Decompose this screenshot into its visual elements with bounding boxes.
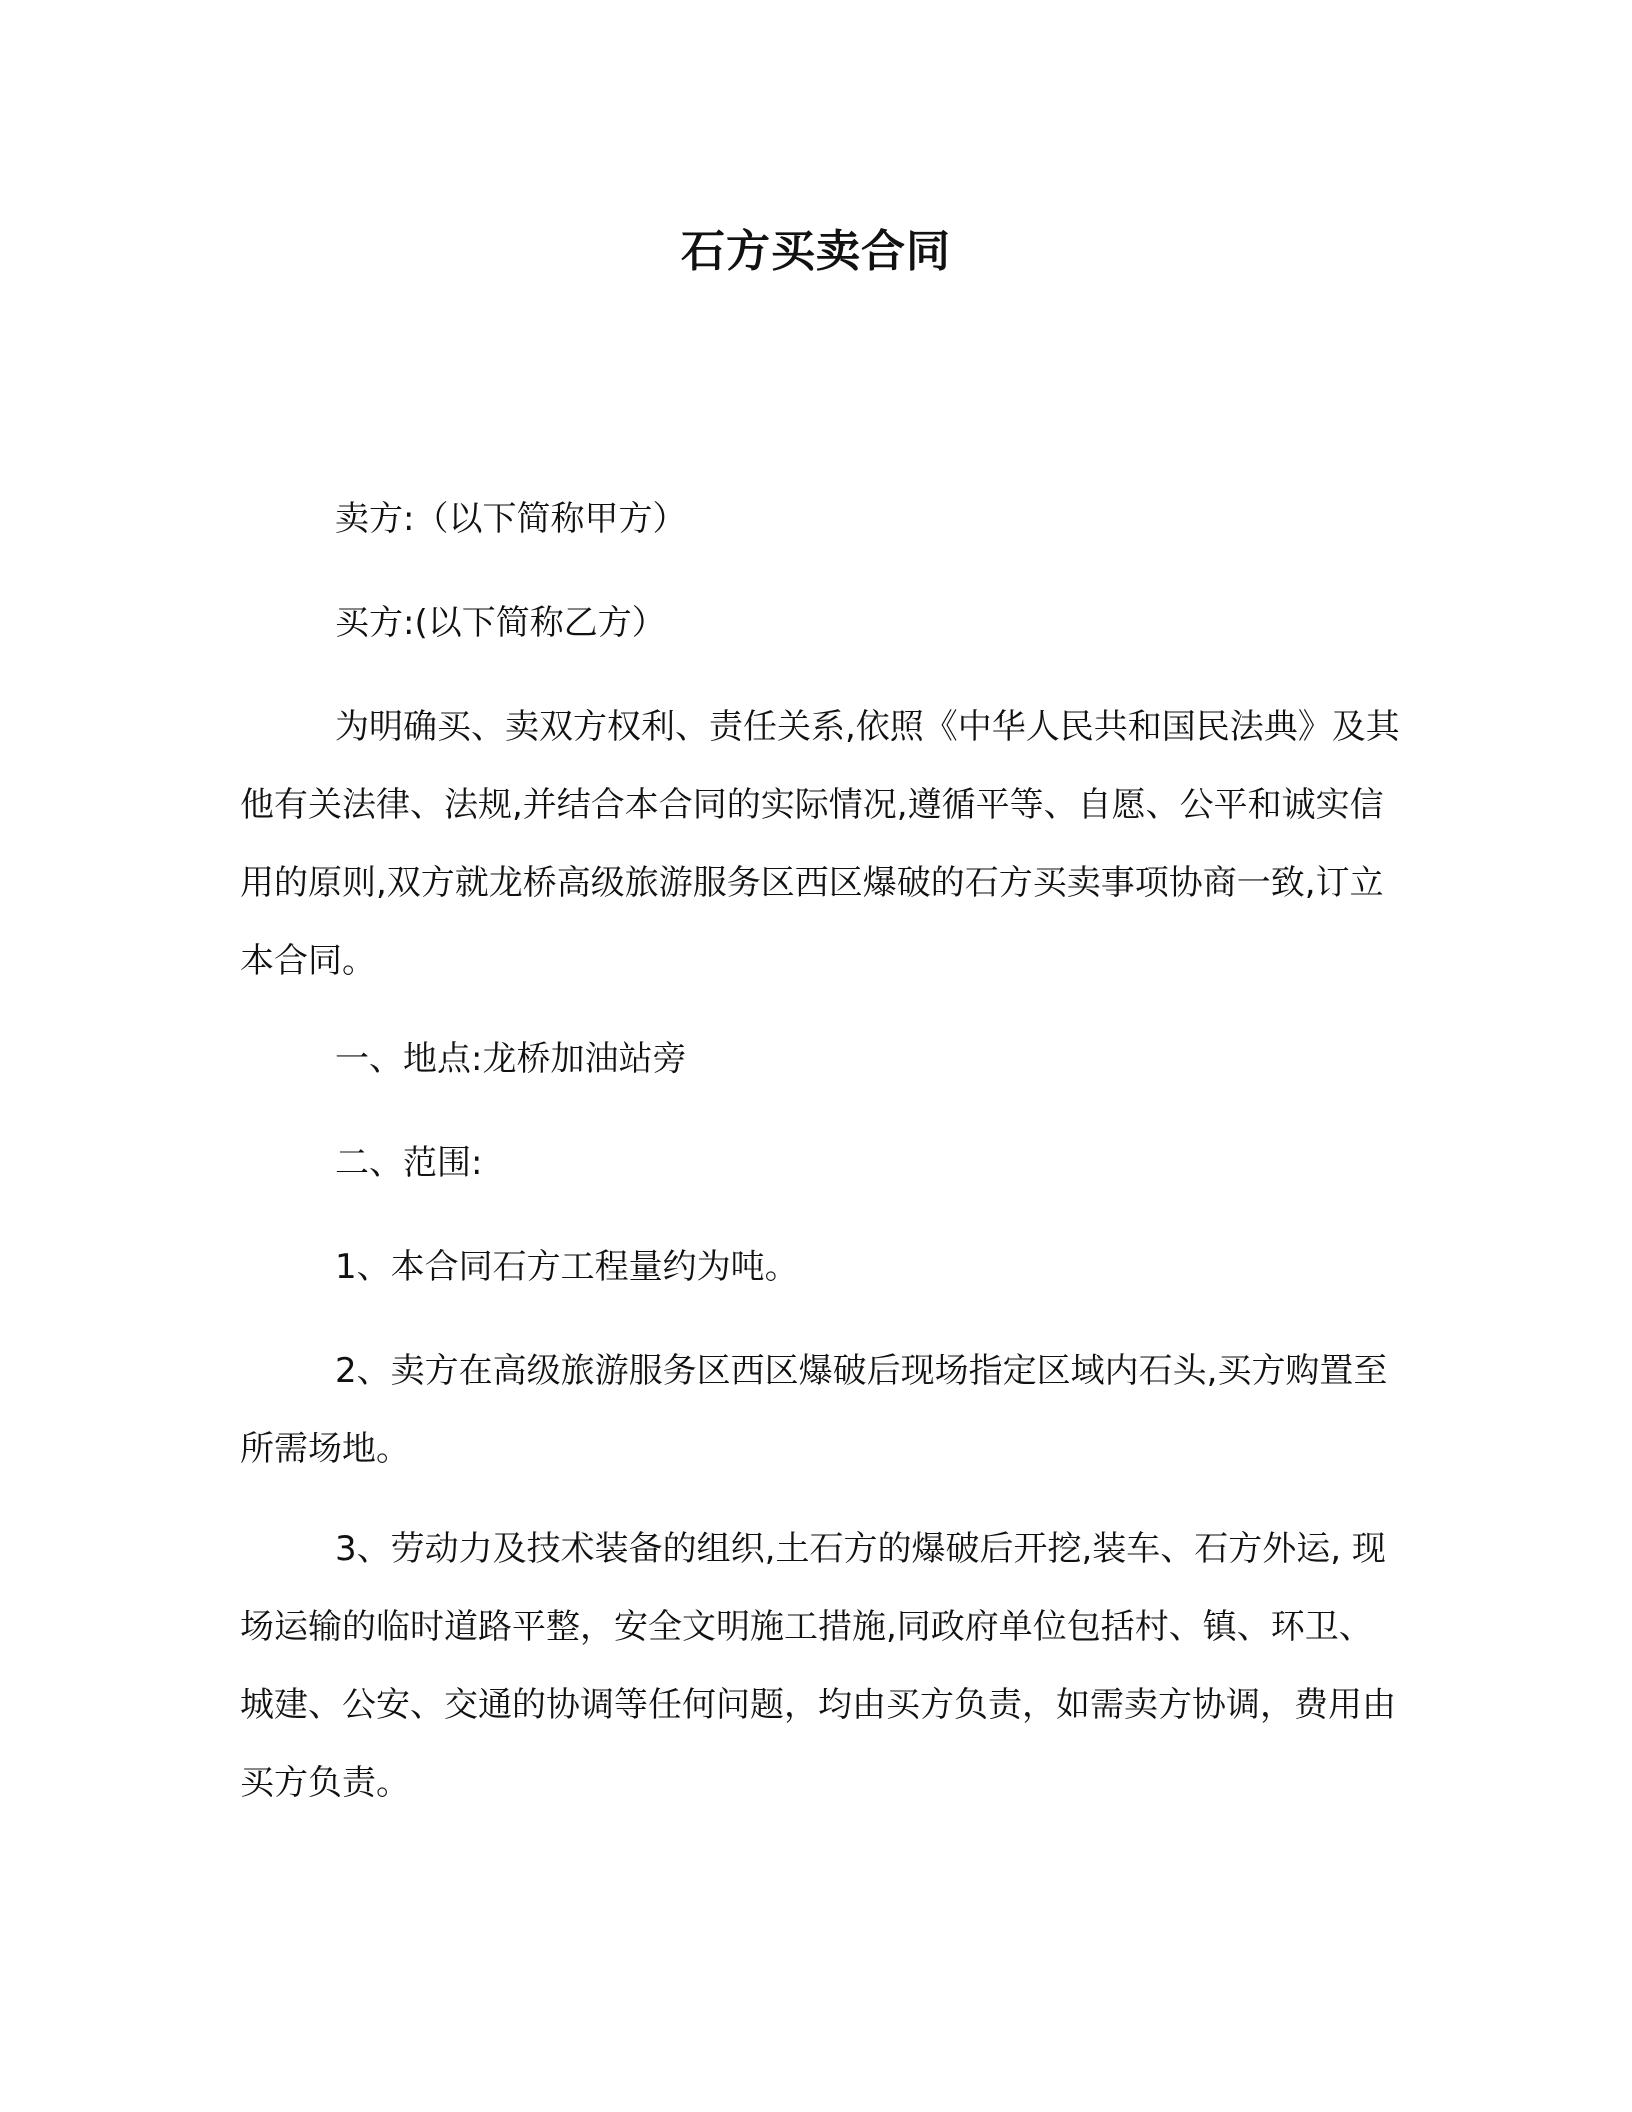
buyer-line: 买方:(以下简称乙方） (335, 603, 666, 643)
section-location: 一、地点:龙桥加油站旁 (335, 1039, 687, 1079)
preamble-paragraph: 为明确买、卖双方权利、责任关系,依照《中华人民共和国民法典》及其他有关法律、法规,并结合本合同的实际情况,遵循平等、自愿、公平和诚实信用的原则,双方就龙桥高级旅游服务区西区爆破的石方买卖事项协商一致,订立本合同。 (240, 707, 1400, 981)
scope-item-3: 3、劳动力及技术装备的组织,土石方的爆破后开挖,装车、石方外运, 现场运输的临时道路平整，安全文明施工措施,同政府单位包括村、镇、环卫、城建、公安、交通的协调等任何问题，均由买方负责，如需卖方协调，费用由买方负责。 (240, 1529, 1396, 1803)
section-scope: 二、范围: (335, 1143, 483, 1183)
seller-line: 卖方:（以下简称甲方） (335, 499, 687, 539)
scope-item-1: 1、本合同石方工程量约为吨。 (335, 1247, 799, 1287)
scope-item-2: 2、卖方在高级旅游服务区西区爆破后现场指定区域内石头,买方购置至所需场地。 (240, 1351, 1388, 1469)
document-title: 石方买卖合同 (681, 226, 951, 277)
